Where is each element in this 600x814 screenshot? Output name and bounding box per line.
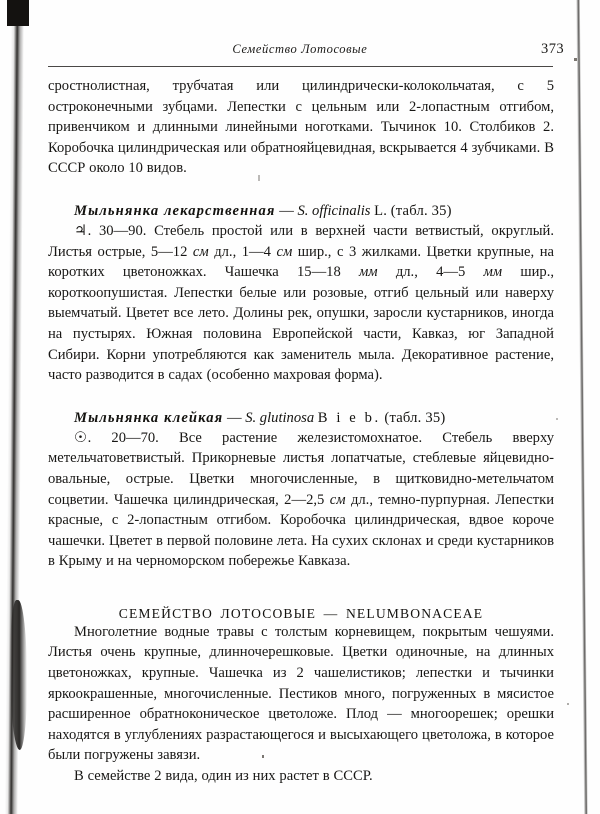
scan-speck [574, 58, 577, 61]
species-epithet: glutinosa [259, 409, 315, 426]
family-species-count-note: В семействе 2 вида, один из них растет в СССР. [74, 768, 373, 785]
species-heading-1 [48, 201, 554, 221]
scan-edge-line-right [576, 0, 588, 814]
desc-seg: . 20—70. Все растение железистомохнатое. Стебель вверху метельчатоветвистый. Прикорневые листья лопатчатые, стеблевые яйцевидно-овальные, острые. Цветки многочисленные, в щитковидно-метельчатом соцветии. Чашечка цилиндрическая, 2—2,5 [48, 429, 554, 508]
scan-edge-blob-top [7, 0, 29, 26]
life-form-symbol-perennial: ♃ [74, 222, 88, 239]
text-column [48, 76, 554, 787]
unit-mm: мм [483, 264, 503, 281]
scan-speck [556, 418, 558, 420]
desc-seg: шир., с 3 жилками. Цветки крупные, на коротких цветоножках. Чашечка 15—18 [48, 243, 554, 281]
scan-gutter-shadow-left [5, 0, 24, 814]
family-heading: СЕМЕЙСТВО ЛОТОСОВЫЕ — NELUMBONACEAE [118, 605, 484, 621]
running-head [46, 42, 570, 62]
species-dash: — [226, 409, 242, 426]
species-russian-name: Мыльнянка клейкая [74, 409, 224, 426]
header-rule [48, 66, 553, 67]
unit-cm: см [276, 243, 293, 260]
species-plate-ref: (табл. 35) [390, 202, 452, 219]
species-epithet: officinalis [312, 202, 371, 219]
species-authority: B i e b. [317, 409, 381, 426]
running-head-title: Семейство Лотосовые [232, 42, 368, 56]
species-description-1 [48, 221, 554, 386]
species-description-2 [48, 428, 554, 572]
species-plate-ref: (табл. 35) [384, 409, 446, 426]
unit-cm: см [329, 491, 346, 508]
desc-seg: шир., короткоопушистая. Лепестки белые или розовые, отгиб цельный или наверху выемчатый. Цветет все лето. Долины рек, опушки, заросли кустарников, иногда на пустырях. Южная половина Европейской части, Кавказ, юг Западной Сибири. Корни употребляются как заменитель мыла. Декоративное растение, часто разводится в садах (особенно махровая форма). [48, 264, 554, 384]
species-genus-abbr: S. [297, 202, 309, 219]
life-form-symbol-annual: ☉ [74, 429, 88, 446]
species-heading-2 [48, 408, 554, 428]
family-description: Многолетние водные травы с толстым корневищем, покрытым чешуями. Листья очень крупные, длинночерешковые. Цветки одиночные, на длинных цветоножках, крупные. Чашечка из 2 чашелистиков; лепестки и тычинки яркоокрашенные, многочисленные. Пестиков много, погруженных в мясистое расширенное обратноконическое цветоложе. Плод — многоорешек; орешки находятся в углублениях разрастающегося и высыхающего цветоложа, в которое были погружены завязи. [48, 623, 554, 764]
species-russian-name: Мыльнянка лекарственная [74, 202, 276, 219]
desc-seg: . 30—90. Стебель простой или в верхней части ветвистый, округлый. Листья острые, 5—12 [48, 222, 554, 260]
unit-cm: см [192, 243, 209, 260]
species-genus-abbr: S. [245, 409, 257, 426]
desc-seg: дл., 1—4 [208, 243, 277, 260]
species-authority: L. [374, 202, 388, 219]
page-number: 373 [541, 41, 564, 57]
desc-seg: дл., 4—5 [377, 264, 484, 281]
continued-paragraph: сростнолистная, трубчатая или цилиндрически-колокольчатая, с 5 остроконечными зубцами. Лепестки с цельным или 2-лопастным отгибом, привенчиком и длинными линейными ноготками. Тычинок 10. Столбиков 2. Коробочка цилиндрическая или обратнояйцевидная, вскрывается 4 зубчиками. В СССР около 10 видов. [48, 78, 554, 177]
desc-seg: дл., темно-пурпурная. Лепестки красные, с 2-лопастным отгибом. Коробочка цилиндрическая, вдвое короче чашечки. Цветет в первой половине лета. На сухих склонах и среди кустарников в Крыму и на черноморском побережье Кавказа. [48, 491, 554, 570]
species-dash: — [279, 202, 294, 219]
unit-mm: мм [358, 264, 378, 281]
scan-edge-blob-bottom [10, 600, 27, 750]
scan-speck [567, 703, 569, 705]
